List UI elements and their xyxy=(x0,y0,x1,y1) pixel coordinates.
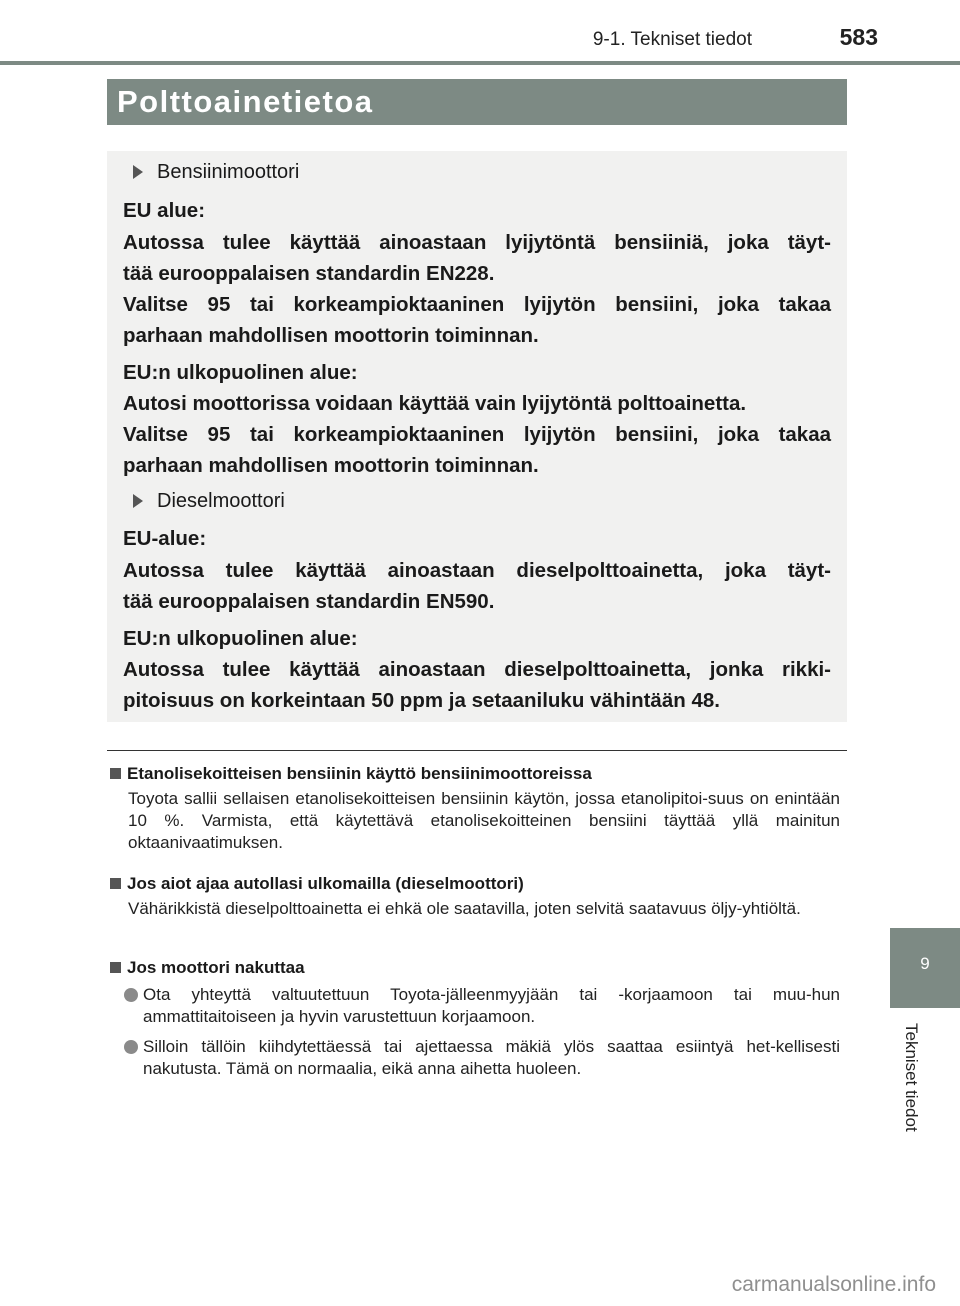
note-body: Vähärikkistä dieselpolttoainetta ei ehkä ole saatavilla, joten selvitä saatavuus öljy-yhtiöltä. xyxy=(128,899,801,918)
petrol-eu-label: EU alue: xyxy=(123,199,206,222)
petrol-noneu-label: EU:n ulkopuolinen alue: xyxy=(123,361,358,384)
note-ethanol xyxy=(110,763,840,854)
note-title-text: Etanolisekoitteisen bensiinin käyttö bensiinimoottoreissa xyxy=(127,764,592,783)
knock-bullet-text: Silloin tällöin kiihdytettäessä tai ajettaessa mäkiä ylös saattaa esiintyä het-kellisesti nakutusta. Tämä on normaalia, eikä anna aihetta huoleen. xyxy=(143,1037,840,1078)
note-title xyxy=(110,763,840,785)
petrol-eu-line: tää eurooppalaisen standardin EN228. xyxy=(123,262,495,285)
chapter-tab[interactable] xyxy=(890,928,960,1008)
fuel-info-box xyxy=(107,151,847,722)
diesel-eu-line: tää eurooppalaisen standardin EN590. xyxy=(123,590,495,613)
square-bullet-icon xyxy=(110,878,121,889)
chapter-label: Tekniset tiedot xyxy=(902,1023,921,1132)
petrol-eu-line: Valitse 95 tai korkeampioktaaninen lyijytön bensiini, joka takaa xyxy=(123,293,831,316)
note-body: Toyota sallii sellaisen etanolisekoitteisen bensiinin käytön, jossa etanolipitoi-suus on enintään 10 %. Varmista, että käytettävä etanolisekoitteinen bensiini täyttää yllä mainitun oktaanivaatimuksen. xyxy=(128,789,840,852)
note-title-text: Jos aiot ajaa autollasi ulkomailla (dieselmoottori) xyxy=(127,874,524,893)
diesel-noneu-line: pitoisuus on korkeintaan 50 ppm ja setaaniluku vähintään 48. xyxy=(123,689,720,712)
note-abroad xyxy=(110,873,840,920)
circle-bullet-icon xyxy=(124,1040,138,1054)
diesel-heading xyxy=(133,488,285,514)
note-title-text: Jos moottori nakuttaa xyxy=(127,958,305,977)
notes-divider xyxy=(107,750,847,751)
section-title: 9-1. Tekniset tiedot xyxy=(592,29,752,50)
petrol-eu-line: parhaan mahdollisen moottorin toiminnan. xyxy=(123,324,539,347)
page-number: 583 xyxy=(839,24,878,50)
petrol-heading xyxy=(133,159,299,185)
square-bullet-icon xyxy=(110,768,121,779)
watermark: carmanualsonline.info xyxy=(731,1273,936,1296)
diesel-eu-label: EU-alue: xyxy=(123,527,207,550)
chapter-number: 9 xyxy=(920,954,930,973)
triangle-bullet-icon xyxy=(133,494,143,508)
diesel-noneu-line: Autossa tulee käyttää ainoastaan dieselpolttoainetta, jonka rikki- xyxy=(123,658,831,681)
knock-bullet-text: Ota yhteyttä valtuutettuun Toyota-jälleenmyyjään tai -korjaamoon tai muu-hun ammattitaitoiseen ja hyvin varustettuun korjaamoon. xyxy=(143,985,840,1026)
petrol-eu-line: Autossa tulee käyttää ainoastaan lyijytöntä bensiiniä, joka täyt- xyxy=(123,231,831,254)
triangle-bullet-icon xyxy=(133,165,143,179)
note-title xyxy=(110,957,840,979)
petrol-noneu-line: Autosi moottorissa voidaan käyttää vain lyijytöntä polttoainetta. xyxy=(123,392,747,415)
circle-bullet-icon xyxy=(124,988,138,1002)
diesel-noneu-label: EU:n ulkopuolinen alue: xyxy=(123,627,358,650)
header-rule xyxy=(0,61,960,65)
petrol-heading-text: Bensiinimoottori xyxy=(157,161,300,183)
page-title: Polttoainetietoa xyxy=(117,84,374,119)
knock-bullet xyxy=(124,984,840,1028)
petrol-noneu-line: Valitse 95 tai korkeampioktaaninen lyijytön bensiini, joka takaa xyxy=(123,423,831,446)
diesel-eu-line: Autossa tulee käyttää ainoastaan dieselpolttoainetta, joka täyt- xyxy=(123,559,831,582)
title-bar xyxy=(107,79,847,125)
square-bullet-icon xyxy=(110,962,121,973)
knock-bullet xyxy=(124,1036,840,1080)
note-title xyxy=(110,873,840,895)
page-header xyxy=(0,0,960,60)
petrol-noneu-line: parhaan mahdollisen moottorin toiminnan. xyxy=(123,454,539,477)
diesel-heading-text: Dieselmoottori xyxy=(157,490,285,512)
note-knock xyxy=(110,957,840,1080)
